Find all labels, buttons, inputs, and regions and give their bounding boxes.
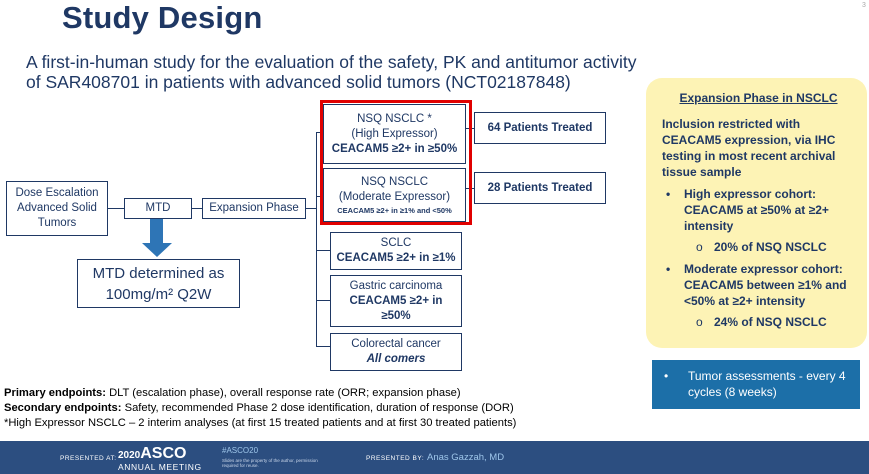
endpoints-block bbox=[4, 386, 516, 431]
mtd-box bbox=[124, 198, 192, 219]
panel-bullet-moderate bbox=[662, 261, 855, 309]
connector-mtd-expansion bbox=[192, 208, 202, 209]
patients-treated-28 bbox=[474, 172, 606, 204]
mtd-determined-line-2: 100mg/m² Q2W bbox=[105, 285, 212, 303]
expansion-nsclc-panel bbox=[646, 78, 867, 348]
panel-sub-high bbox=[662, 239, 855, 255]
tumor-assessments-row bbox=[664, 368, 850, 400]
panel-sub-moderate bbox=[662, 314, 855, 330]
secondary-endpoints-text: Safety, recommended Phase 2 dose identification, duration of response (DOR) bbox=[124, 402, 514, 414]
panel-intro: Inclusion restricted with CEACAM5 expression, via IHC testing in most recent archival tissue sample bbox=[662, 117, 836, 179]
cohort-nsq-moderate-name: NSQ NSCLC bbox=[360, 175, 429, 188]
cohort-colorectal-name: Colorectal cancer bbox=[351, 338, 441, 350]
page-number: 3 bbox=[862, 2, 866, 9]
cohort-colorectal-criteria: All comers bbox=[366, 353, 426, 365]
cohort-nsq-high-criteria: CEACAM5 ≥2+ in ≥50% bbox=[331, 142, 458, 155]
dose-escalation-box bbox=[6, 181, 108, 236]
cohort-sclc bbox=[330, 232, 462, 270]
secondary-endpoints: Secondary endpoints: Safety, recommended Phase 2 dose identification, duration of response (DOR) bbox=[4, 402, 514, 414]
cohort-nsq-moderate-criteria: CEACAM5 ≥2+ in ≥1% and <50% bbox=[337, 205, 452, 215]
mtd-label: MTD bbox=[145, 202, 171, 214]
panel-bullet-high-text: High expressor cohort: CEACAM5 at ≥50% at ≥2+ intensity bbox=[684, 187, 829, 233]
cohort-gastric bbox=[330, 275, 462, 327]
cohort-sclc-name: SCLC bbox=[380, 237, 412, 249]
down-arrow-icon bbox=[142, 243, 172, 257]
connector-branch-5 bbox=[316, 346, 330, 347]
expansion-phase-label: Expansion Phase bbox=[209, 202, 299, 214]
interim-footnote: *High Expressor NSCLC – 2 interim analyses (at first 15 treated patients and at first 30 treated patients) bbox=[4, 417, 517, 429]
footer-bar bbox=[0, 441, 869, 474]
primary-endpoints: Primary endpoints: DLT (escalation phase), overall response rate (ORR; expansion phase) bbox=[4, 387, 461, 399]
primary-endpoints-label: Primary endpoints bbox=[4, 387, 103, 399]
patients-treated-28-label: 28 Patients Treated bbox=[487, 181, 593, 194]
mtd-determined-line-1: MTD determined as bbox=[92, 264, 225, 282]
connector-branch-3 bbox=[316, 250, 330, 251]
cohort-nsq-high-name: NSQ NSCLC * bbox=[357, 112, 432, 125]
bullet-icon: • bbox=[664, 369, 669, 383]
asco-brand: ASCO bbox=[140, 445, 187, 462]
secondary-endpoints-label: Secondary endpoints bbox=[4, 402, 118, 414]
connector-trunk-vertical bbox=[316, 132, 317, 346]
sub-bullet-icon: o bbox=[696, 240, 703, 254]
patients-treated-64-label: 64 Patients Treated bbox=[487, 121, 593, 134]
primary-endpoints-text: DLT (escalation phase), overall response rate (ORR; expansion phase) bbox=[109, 387, 461, 399]
slide-property-note: Slides are the property of the author, permission required for reuse. bbox=[222, 458, 318, 468]
panel-bullet-high bbox=[662, 186, 855, 234]
annual-meeting-label: ANNUAL MEETING bbox=[118, 462, 202, 472]
asco-year: 2020 bbox=[118, 450, 141, 461]
cohort-nsq-moderate-sub: (Moderate Expressor) bbox=[338, 190, 451, 203]
presented-at-label: PRESENTED AT: bbox=[60, 455, 117, 462]
bullet-icon: • bbox=[666, 262, 671, 276]
cohort-sclc-criteria: CEACAM5 ≥2+ in ≥1% bbox=[336, 252, 456, 264]
slide-title: Study Design bbox=[62, 0, 263, 35]
connector-expansion-trunk bbox=[306, 208, 316, 209]
asco-logo bbox=[118, 445, 186, 463]
dose-escalation-line-2: Advanced Solid bbox=[17, 202, 97, 214]
connector-dose-mtd bbox=[108, 208, 124, 209]
presented-by-label: PRESENTED BY: bbox=[366, 455, 425, 462]
panel-bullet-moderate-text: Moderate expressor cohort: CEACAM5 between ≥1% and <50% at ≥2+ intensity bbox=[684, 262, 847, 308]
cohort-nsq-high-sub: (High Expressor) bbox=[351, 127, 438, 140]
tumor-assessments-text: Tumor assessments - every 4 cycles (8 weeks) bbox=[688, 369, 846, 399]
cohort-gastric-criteria: CEACAM5 ≥2+ in ≥50% bbox=[349, 294, 443, 322]
down-arrow-shaft bbox=[150, 219, 163, 245]
panel-heading: Expansion Phase in NSCLC bbox=[679, 91, 838, 105]
cohort-gastric-name: Gastric carcinoma bbox=[349, 279, 443, 292]
sub-bullet-icon: o bbox=[696, 315, 703, 329]
panel-sub-moderate-text: 24% of NSQ NSCLC bbox=[714, 315, 827, 329]
hashtag: #ASCO20 bbox=[222, 446, 259, 455]
cohort-colorectal bbox=[330, 333, 462, 371]
mtd-determined-box bbox=[77, 259, 240, 308]
presenter-name: Anas Gazzah, MD bbox=[427, 452, 505, 463]
bullet-icon: • bbox=[666, 187, 671, 201]
tumor-assessments-box bbox=[652, 360, 860, 409]
dose-escalation-line-1: Dose Escalation bbox=[15, 187, 99, 199]
connector-branch-4 bbox=[316, 300, 330, 301]
patients-treated-64 bbox=[474, 112, 606, 144]
dose-escalation-line-3: Tumors bbox=[37, 217, 77, 229]
slide-subtitle: A first-in-human study for the evaluation of the safety, PK and antitumor activity of SAR408701 in patients with advanced solid tumors (NCT02187848) bbox=[26, 52, 637, 92]
nsq-nsclc-highlight-frame bbox=[320, 100, 472, 225]
panel-sub-high-text: 20% of NSQ NSCLC bbox=[714, 240, 827, 254]
expansion-phase-box bbox=[202, 198, 306, 219]
